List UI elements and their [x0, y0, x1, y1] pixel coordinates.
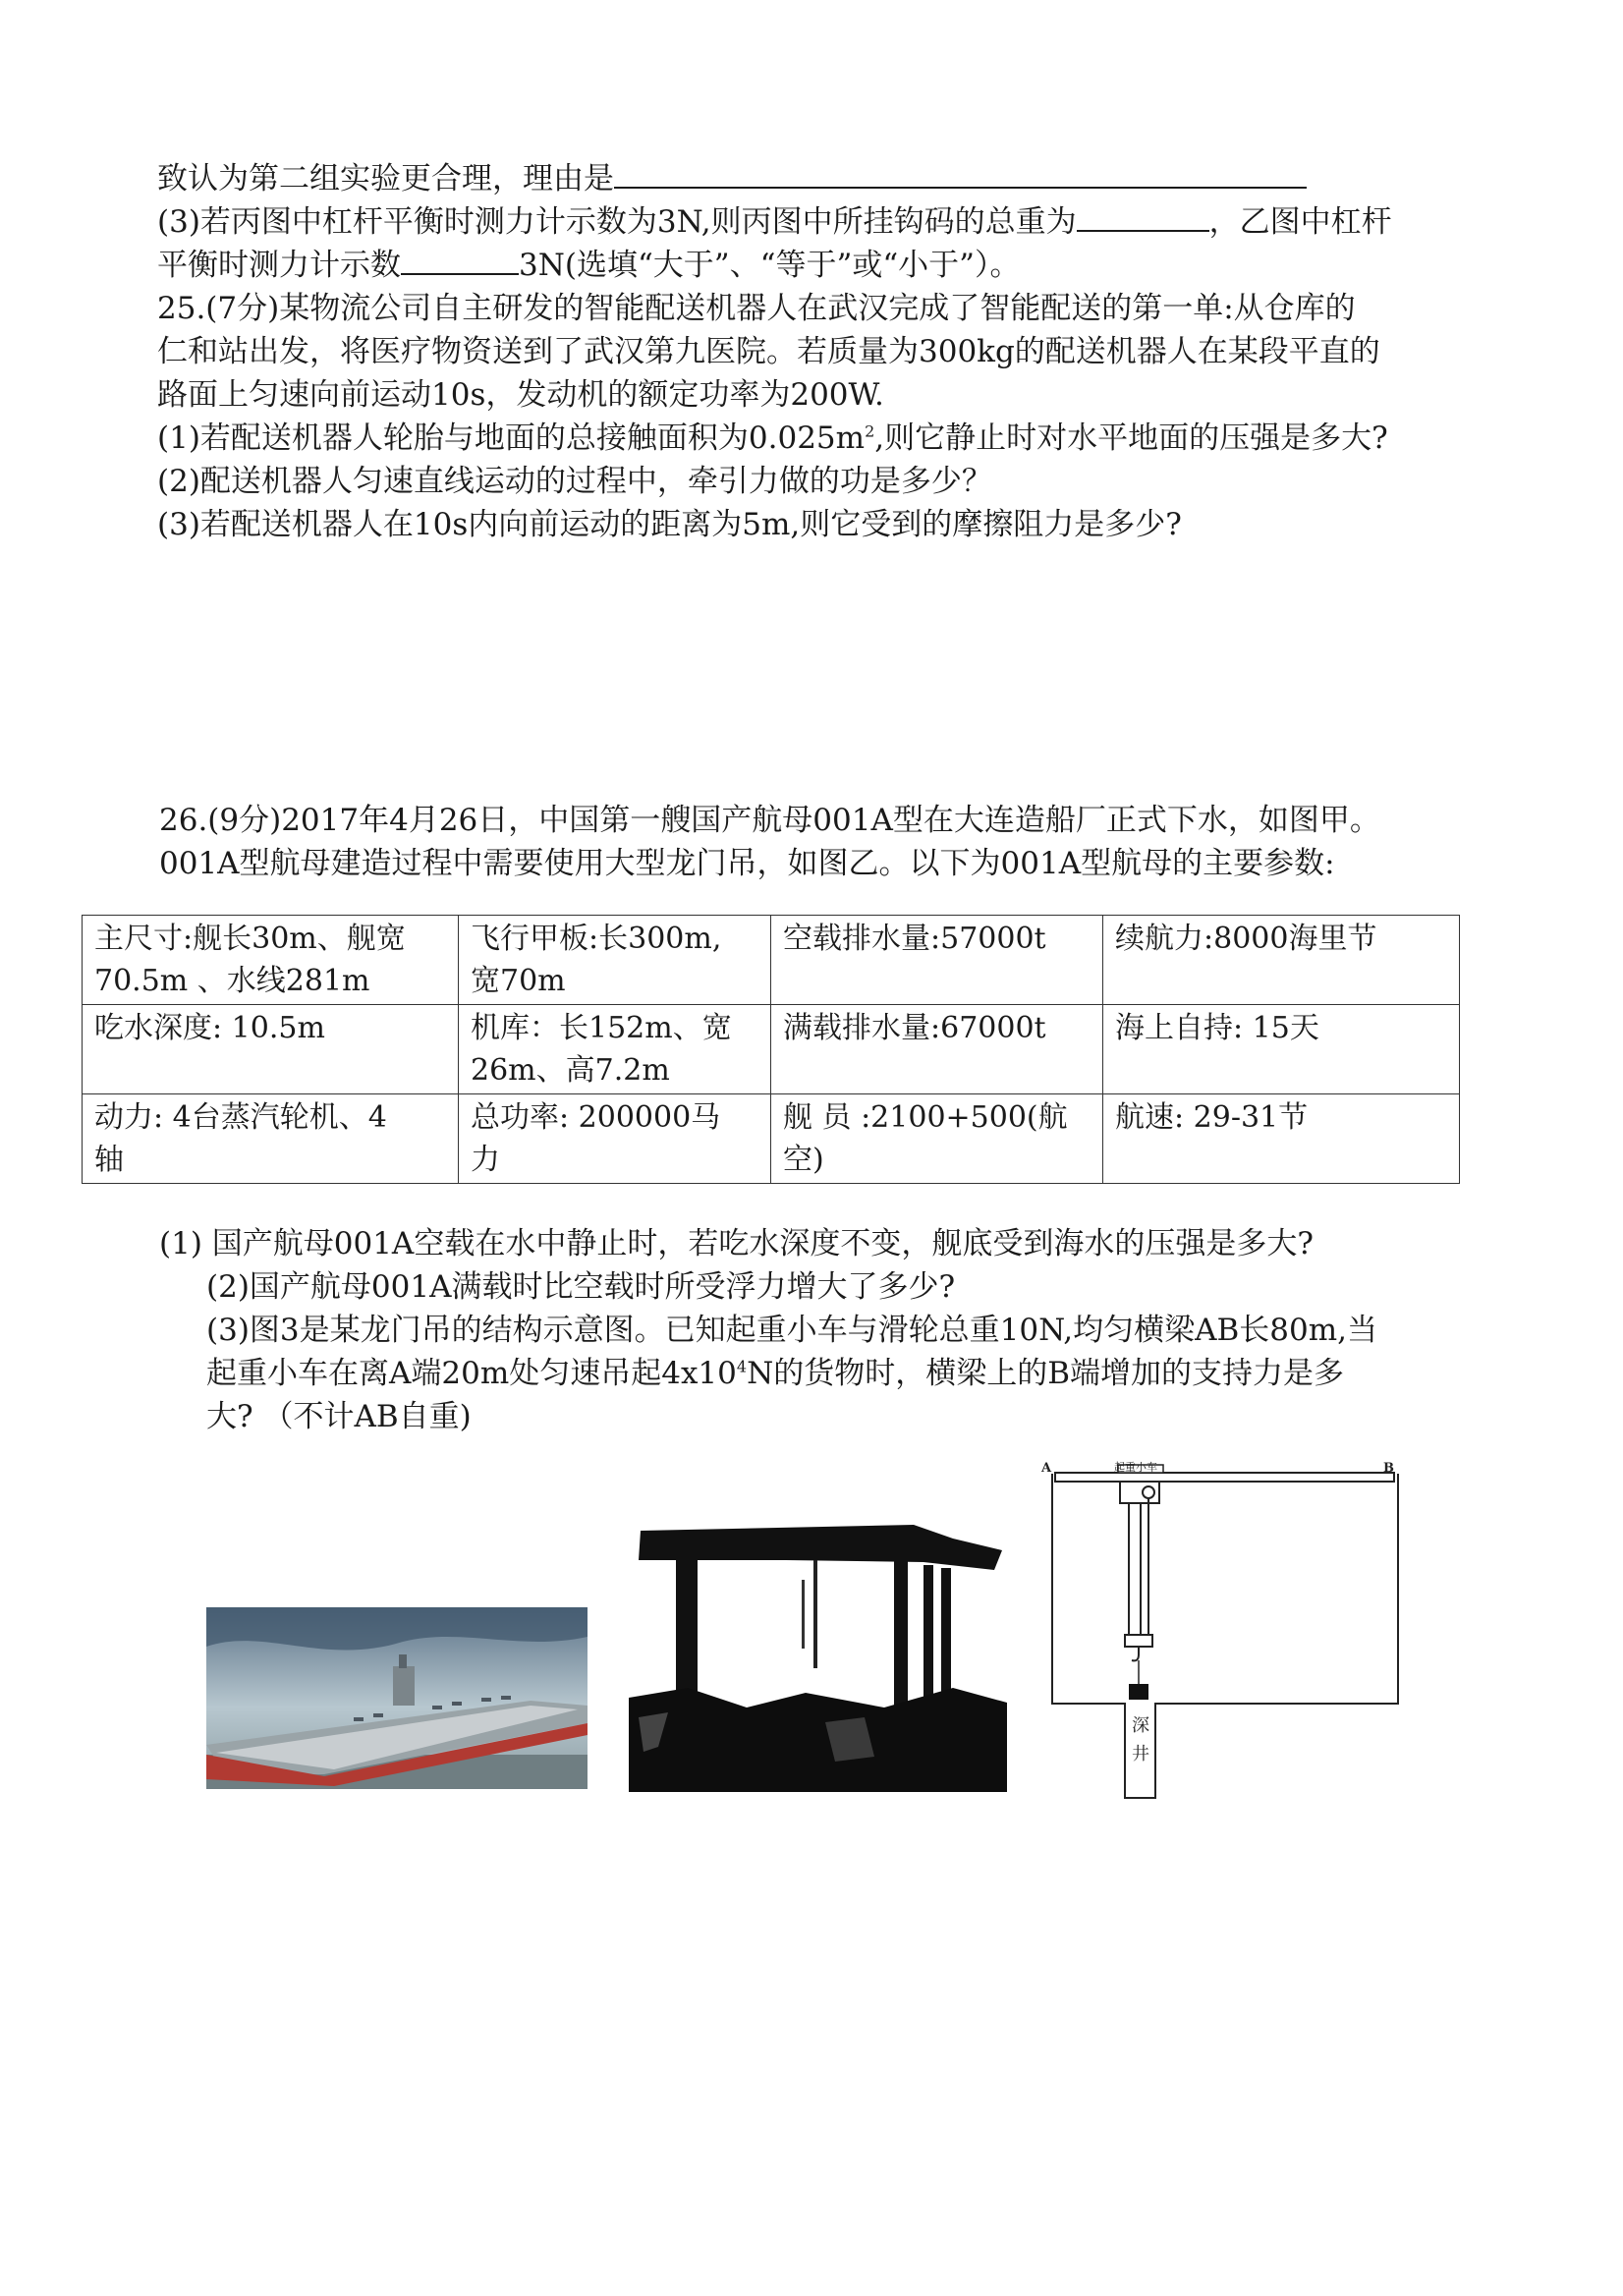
gantry-crane-image — [629, 1521, 1007, 1792]
answer-blank[interactable] — [614, 157, 1307, 189]
table-cell: 空载排水量:57000t — [771, 916, 1103, 1005]
q25-stem-line2: 仁和站出发，将医疗物资送到了武汉第九医院。若质量为300kg的配送机器人在某段平直的 — [157, 334, 1380, 369]
table-cell: 海上自持: 15天 — [1103, 1005, 1460, 1094]
q26-sub3-line3: 大? （不计AB自重) — [206, 1399, 472, 1434]
q26-stem-line1: 26.(9分)2017年4月26日，中国第一艘国产航母001A型在大连造船厂正式下水，如图甲。 — [159, 803, 1380, 838]
q25-sub1 — [157, 417, 1483, 460]
well-label-1: 深 — [1132, 1715, 1149, 1736]
carrier-parameters-table — [82, 915, 1460, 1184]
q26-stem-line2: 001A型航母建造过程中需要使用大型龙门吊，如图乙。以下为001A型航母的主要参数: — [159, 846, 1335, 881]
q25-sub1-text: (1)若配送机器人轮胎与地面的总接触面积为0.025m — [157, 420, 866, 456]
label-b: B — [1383, 1461, 1394, 1476]
q24-part3-text-d: 3N(选填“大于”、“等于”或“小于”）。 — [519, 248, 1021, 283]
answer-blank[interactable] — [401, 244, 519, 275]
q24-part3-text: (3)若丙图中杠杆平衡时测力计示数为3N,则丙图中所挂钩码的总重为 — [157, 204, 1077, 240]
q24-part3-line — [157, 200, 1483, 244]
beam-ab — [1055, 1473, 1394, 1482]
q24-part3-text-b: ，乙图中杠杆 — [1208, 204, 1392, 240]
q26-sub3-text-b: N的货物时，横梁上的B端增加的支持力是多 — [747, 1356, 1344, 1391]
q26-sub3-line2 — [206, 1352, 1533, 1395]
table-cell: 航速: 29-31节 — [1103, 1094, 1460, 1184]
table-cell: 主尺寸:舰长30m、舰宽 70.5m 、水线281m — [83, 916, 459, 1005]
crane-schematic-diagram — [1041, 1460, 1415, 1804]
trolley-label: 起重小车 — [1114, 1461, 1157, 1474]
q25-stem-line3: 路面上匀速向前运动10s，发动机的额定功率为200W. — [157, 377, 884, 413]
well-label-2: 井 — [1132, 1744, 1149, 1764]
q25-sub1-text-b: ,则它静止时对水平地面的压强是多大? — [874, 420, 1388, 456]
table-cell: 动力: 4台蒸汽轮机、4 轴 — [83, 1094, 459, 1184]
table-row — [83, 1005, 1460, 1094]
table-cell: 总功率: 200000马 力 — [459, 1094, 771, 1184]
table-row — [83, 1094, 1460, 1184]
superscript: 4 — [736, 1357, 748, 1376]
table-cell: 续航力:8000海里节 — [1103, 916, 1460, 1005]
q25-stem-line1: 25.(7分)某物流公司自主研发的智能配送机器人在武汉完成了智能配送的第一单:从仓库的 — [157, 291, 1356, 326]
q24-part3-line2 — [157, 244, 1483, 287]
table-cell: 舰 员 :2100+500(航 空) — [771, 1094, 1103, 1184]
table-cell: 飞行甲板:长300m, 宽70m — [459, 916, 771, 1005]
aircraft-carrier-image — [206, 1607, 588, 1789]
q24-part3-text-c: 平衡时测力计示数 — [157, 248, 401, 283]
q24-reason-text: 致认为第二组实验更合理，理由是 — [157, 161, 614, 196]
label-a: A — [1041, 1461, 1052, 1476]
table-cell: 满载排水量:67000t — [771, 1005, 1103, 1094]
q26-sub1: (1) 国产航母001A空载在水中静止时，若吃水深度不变，舰底受到海水的压强是多大? — [159, 1226, 1314, 1261]
q24-reason-line — [157, 157, 1483, 200]
table-row — [83, 916, 1460, 1005]
pulley-icon — [1143, 1486, 1154, 1498]
cargo — [1129, 1684, 1148, 1700]
superscript: 2 — [865, 421, 875, 441]
q26-sub3-line1: (3)图3是某龙门吊的结构示意图。已知起重小车与滑轮总重10N,均匀横梁AB长80m,当 — [206, 1313, 1377, 1348]
q26-sub2: (2)国产航母001A满载时比空载时所受浮力增大了多少? — [206, 1269, 956, 1305]
table-cell: 吃水深度: 10.5m — [83, 1005, 459, 1094]
q26-sub3-text: 起重小车在离A端20m处匀速吊起4x10 — [206, 1356, 737, 1391]
answer-blank[interactable] — [1077, 200, 1209, 232]
q25-sub3: (3)若配送机器人在10s内向前运动的距离为5m,则它受到的摩擦阻力是多少? — [157, 507, 1182, 542]
q25-sub2: (2)配送机器人匀速直线运动的过程中，牵引力做的功是多少？ — [157, 464, 992, 499]
table-cell: 机库：长152m、宽 26m、高7.2m — [459, 1005, 771, 1094]
